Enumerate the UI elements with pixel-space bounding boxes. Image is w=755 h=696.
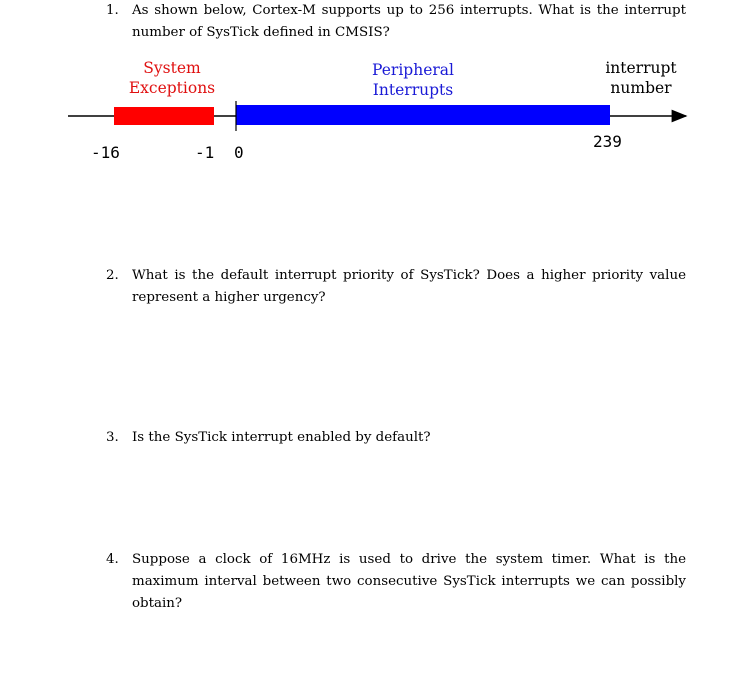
peripheral-interrupts-bar (236, 105, 610, 125)
question-text: As shown below, Cortex-M supports up to 256 interrupts. What is the interrupt number of SysTick defined in CMSIS? (132, 3, 686, 40)
tick-label-max: 239 (593, 132, 622, 151)
question-text: Is the SysTick interrupt enabled by default? (132, 430, 431, 445)
question-number: 3. (106, 430, 119, 445)
interrupt-number-diagram (0, 0, 755, 200)
system-label-line1: System (143, 59, 201, 77)
tick-label-neg-one: -1 (195, 143, 215, 162)
peripheral-interrupts-label (356, 60, 470, 100)
system-exceptions-label (116, 58, 228, 98)
tick-label-zero: 0 (234, 143, 244, 162)
axis-label-line1: interrupt (605, 59, 677, 77)
peripheral-label-line2: Interrupts (372, 81, 454, 99)
system-label-line2: Exceptions (128, 79, 216, 97)
axis-title-label (598, 58, 684, 98)
question-text: What is the default interrupt priority of SysTick? Does a higher priority value represent a higher urgency? (132, 268, 686, 305)
question-3 (106, 427, 686, 449)
question-number: 2. (106, 268, 119, 283)
question-text: Suppose a clock of 16MHz is used to drive the system timer. What is the maximum interval between two consecutive SysTick interrupts we can possibly obtain? (132, 552, 686, 611)
system-exceptions-bar (114, 107, 214, 125)
peripheral-label-line1: Peripheral (372, 61, 454, 79)
question-number: 4. (106, 552, 119, 567)
question-number: 1. (106, 3, 119, 18)
number-line-figure (0, 0, 755, 200)
question-4 (106, 549, 686, 615)
axis-label-line2: number (610, 79, 672, 97)
question-2 (106, 265, 686, 309)
tick-label-min: -16 (91, 143, 120, 162)
